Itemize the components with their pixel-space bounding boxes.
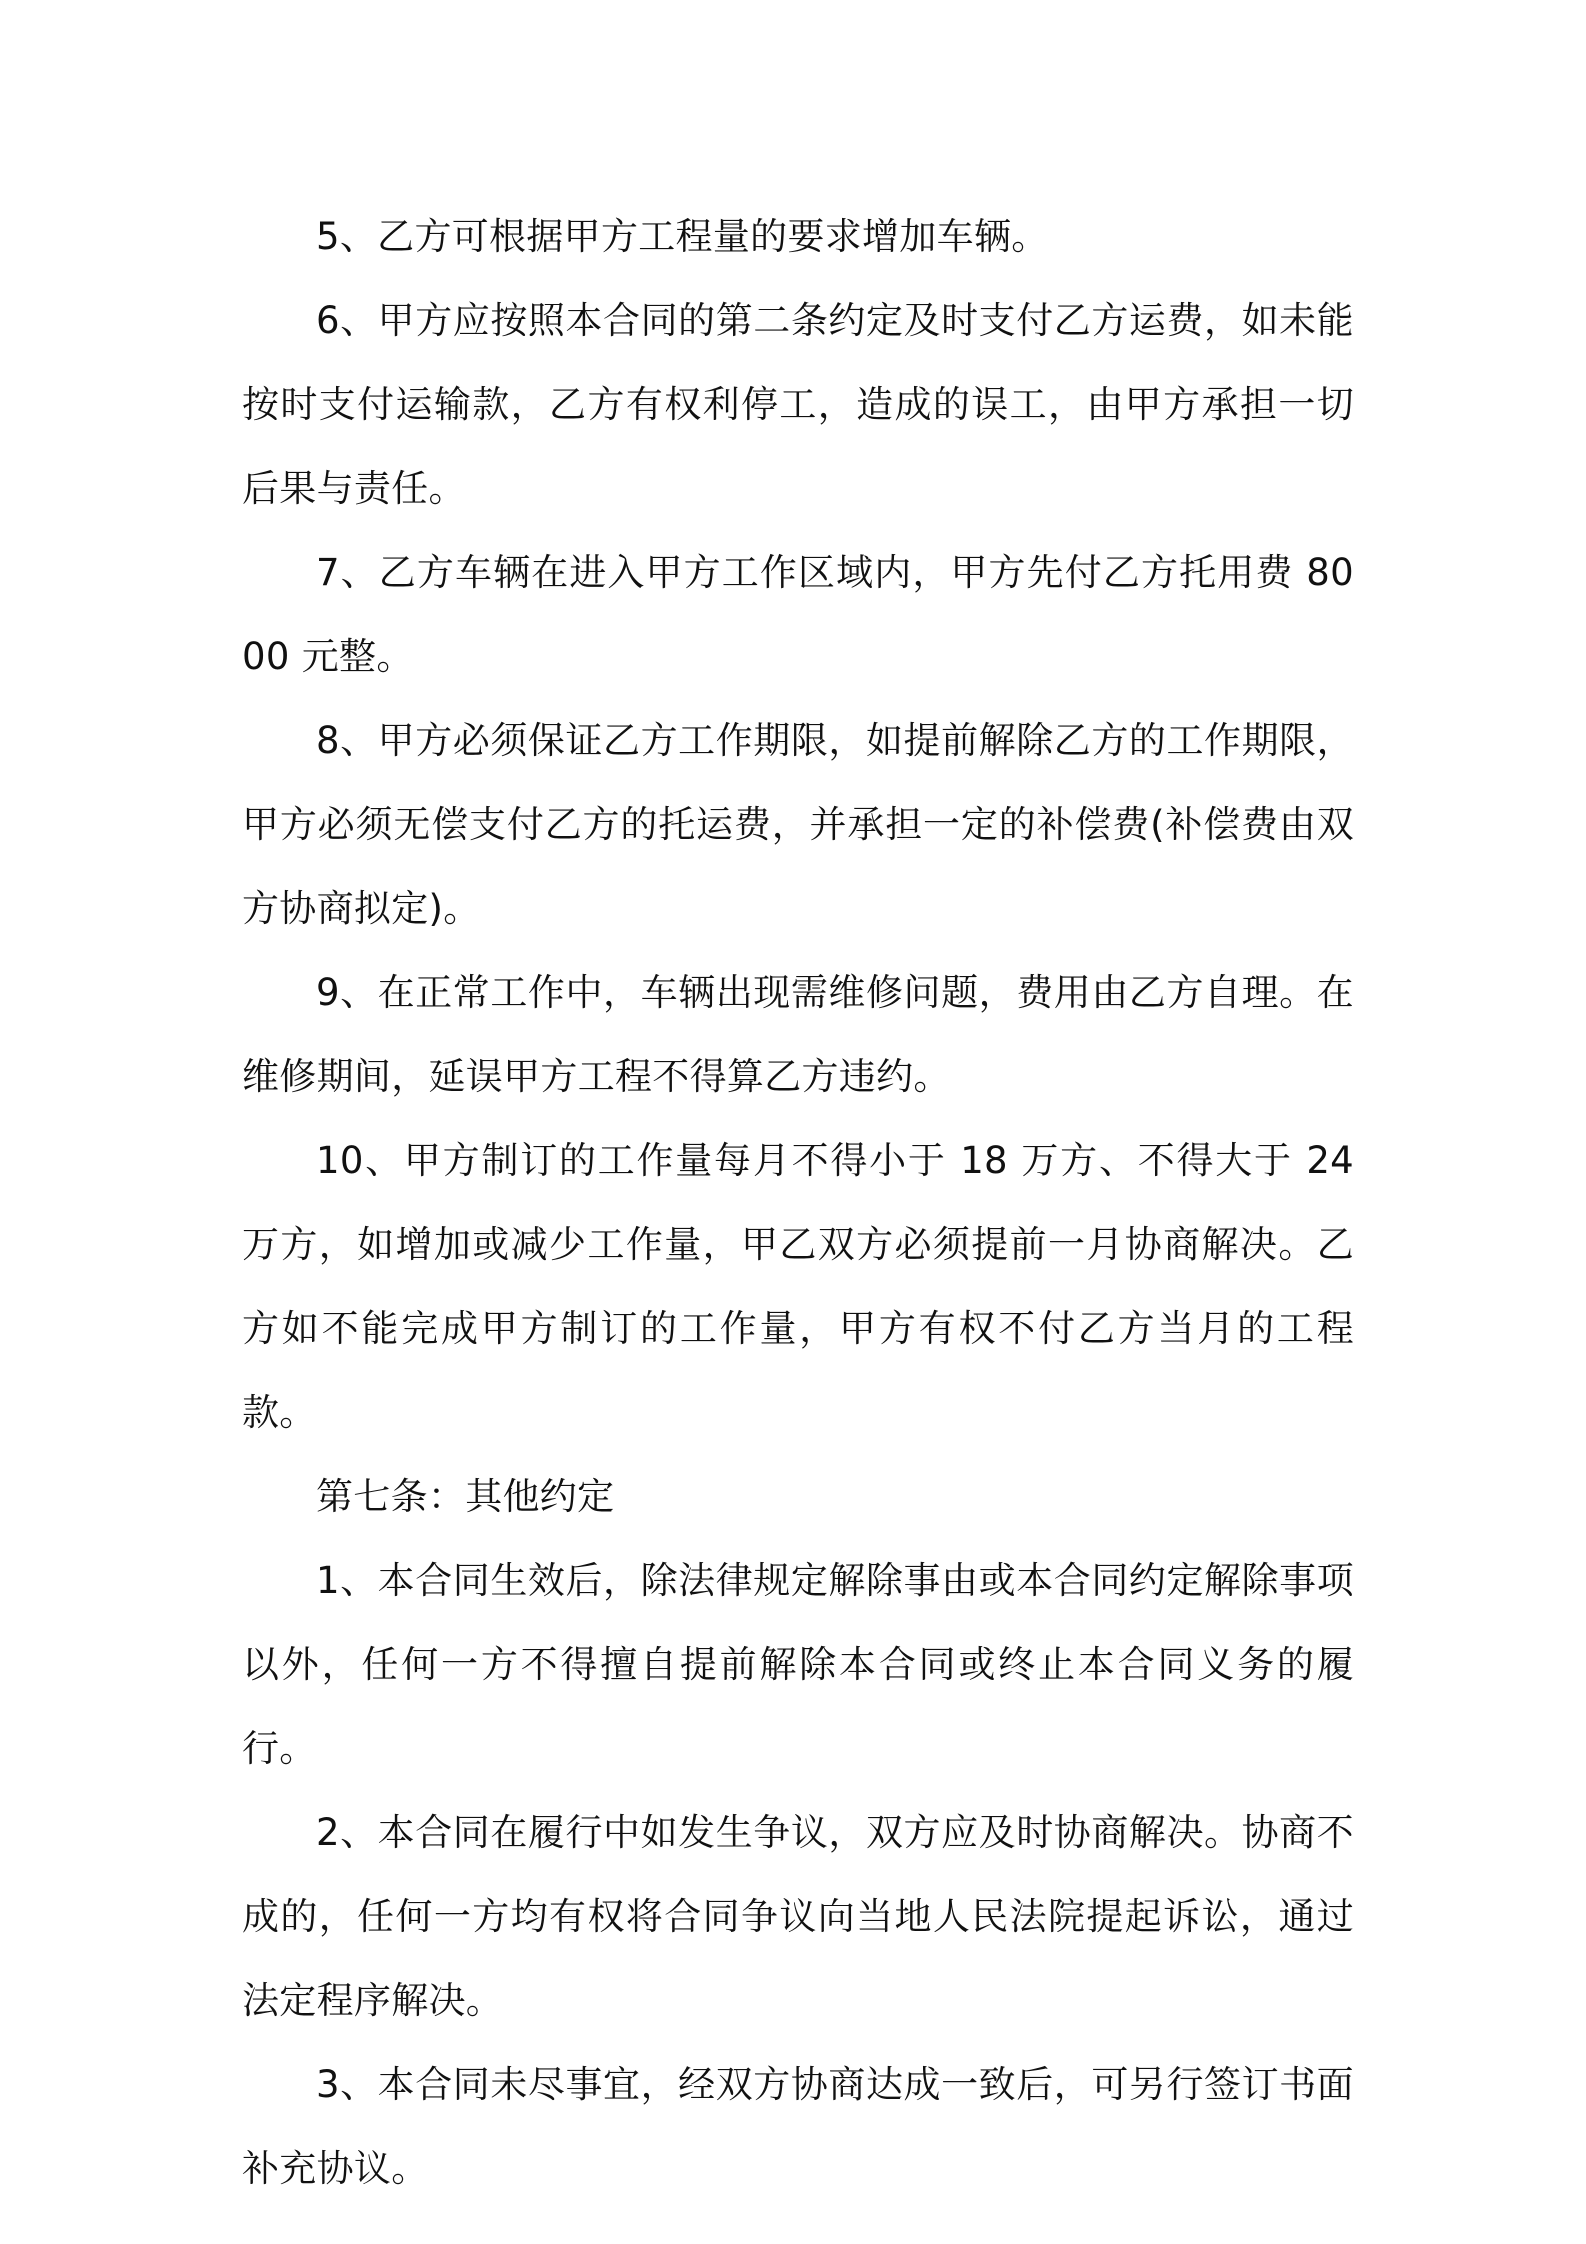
clause-9-paragraph: 9、在正常工作中，车辆出现需维修问题，费用由乙方自理。在维修期间，延误甲方工程不得算乙方违约。 bbox=[242, 971, 1354, 1098]
contract-body bbox=[242, 195, 1354, 2211]
other-clause-2-paragraph: 2、本合同在履行中如发生争议，双方应及时协商解决。协商不成的，任何一方均有权将合同争议向当地人民法院提起诉讼，通过法定程序解决。 bbox=[242, 1811, 1354, 2022]
clause-6-paragraph: 6、甲方应按照本合同的第二条约定及时支付乙方运费，如未能按时支付运输款，乙方有权利停工，造成的误工，由甲方承担一切后果与责任。 bbox=[242, 299, 1354, 510]
clause-10-paragraph: 10、甲方制订的工作量每月不得小于 18 万方、不得大于 24 万方，如增加或减少工作量，甲乙双方必须提前一月协商解决。乙方如不能完成甲方制订的工作量，甲方有权不付乙方当月的工程款。 bbox=[242, 1139, 1354, 1434]
other-clause-1-paragraph: 1、本合同生效后，除法律规定解除事由或本合同约定解除事项以外，任何一方不得擅自提前解除本合同或终止本合同义务的履行。 bbox=[242, 1559, 1354, 1770]
clause-5-paragraph: 5、乙方可根据甲方工程量的要求增加车辆。 bbox=[316, 215, 1049, 258]
clause-7-paragraph: 7、乙方车辆在进入甲方工作区域内，甲方先付乙方托用费 8000 元整。 bbox=[242, 551, 1354, 678]
article-7-heading: 第七条：其他约定 bbox=[316, 1475, 615, 1518]
other-clause-3-paragraph: 3、本合同未尽事宜，经双方协商达成一致后，可另行签订书面补充协议。 bbox=[242, 2063, 1354, 2190]
clause-8-paragraph: 8、甲方必须保证乙方工作期限，如提前解除乙方的工作期限，甲方必须无偿支付乙方的托运费，并承担一定的补偿费(补偿费由双方协商拟定)。 bbox=[242, 719, 1354, 930]
